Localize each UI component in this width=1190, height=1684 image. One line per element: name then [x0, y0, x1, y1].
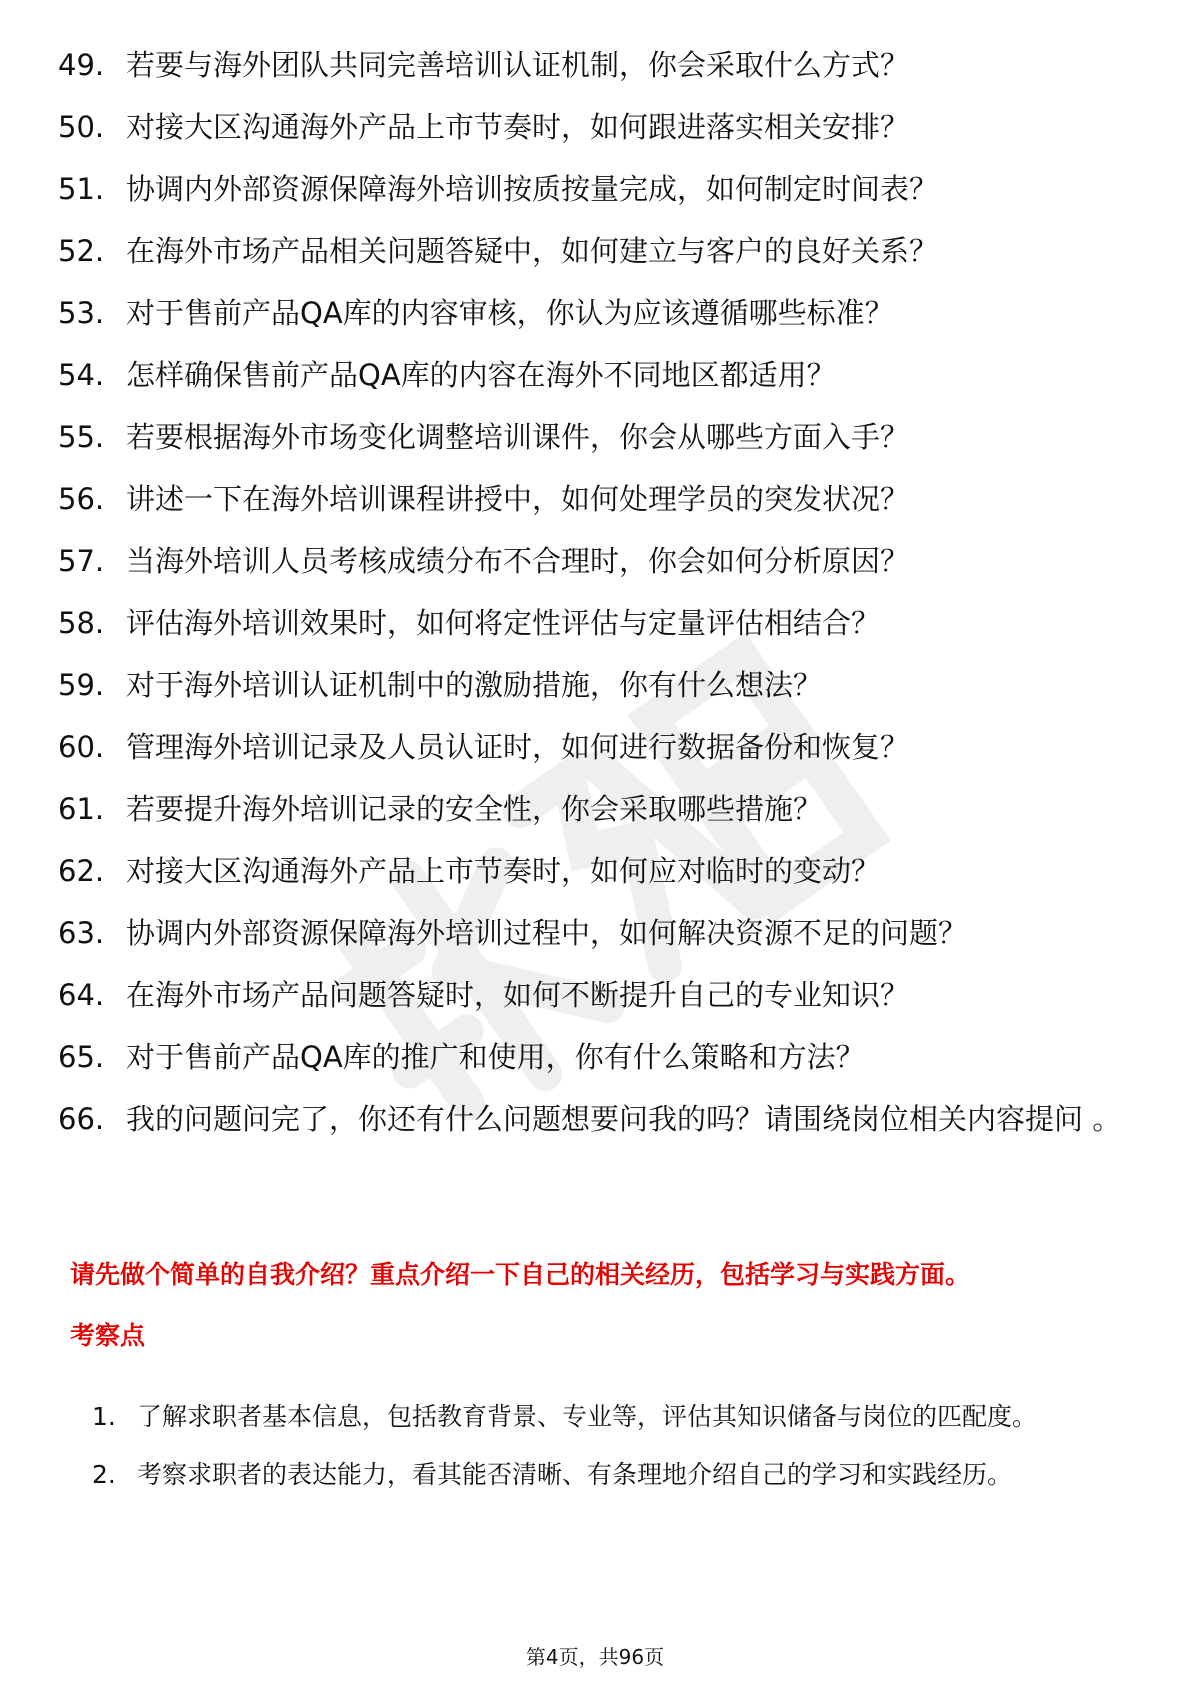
assessment-point-list	[92, 1388, 1132, 1504]
question-number: 58.	[58, 606, 105, 640]
question-text: 当海外培训人员考核成绩分布不合理时，你会如何分析原因？	[126, 544, 910, 578]
question-text: 管理海外培训记录及人员认证时，如何进行数据备份和恢复？	[126, 730, 910, 764]
question-text: 若要与海外团队共同完善培训认证机制，你会采取什么方式？	[126, 48, 910, 82]
question-item	[58, 422, 1138, 453]
question-text: 若要根据海外市场变化调整培训课件，你会从哪些方面入手？	[126, 420, 910, 454]
question-list	[58, 50, 1138, 1166]
question-text: 怎样确保售前产品QA库的内容在海外不同地区都适用？	[126, 358, 836, 392]
question-text: 评估海外培训效果时，如何将定性评估与定量评估相结合？	[126, 606, 881, 640]
question-number: 66.	[58, 1102, 105, 1136]
assessment-point	[92, 1446, 1132, 1504]
point-number: 2.	[92, 1460, 116, 1489]
question-item	[58, 918, 1138, 949]
question-number: 50.	[58, 110, 105, 144]
point-number: 1.	[92, 1402, 116, 1431]
question-text: 对于海外培训认证机制中的激励措施，你有什么想法？	[126, 668, 823, 702]
question-item	[58, 484, 1138, 515]
question-text: 协调内外部资源保障海外培训按质按量完成，如何制定时间表？	[126, 172, 939, 206]
question-text: 对接大区沟通海外产品上市节奏时，如何应对临时的变动？	[126, 854, 881, 888]
question-number: 65.	[58, 1040, 105, 1074]
point-text: 考察求职者的表达能力，看其能否清晰、有条理地介绍自己的学习和实践经历。	[137, 1460, 1013, 1489]
question-number: 54.	[58, 358, 105, 392]
question-item	[58, 794, 1138, 825]
question-number: 61.	[58, 792, 105, 826]
question-item	[58, 980, 1138, 1011]
section-subheading: 考察点	[70, 1321, 146, 1350]
question-item	[58, 856, 1138, 887]
question-item	[58, 298, 1138, 329]
question-number: 60.	[58, 730, 105, 764]
question-text: 在海外市场产品问题答疑时，如何不断提升自己的专业知识？	[126, 978, 910, 1012]
question-text: 我的问题问完了，你还有什么问题想要问我的吗？请围绕岗位相关内容提问 。	[126, 1102, 1122, 1136]
question-item	[58, 546, 1138, 577]
page-footer: 第4页，共96页	[525, 1645, 665, 1669]
question-text: 对于售前产品QA库的推广和使用，你有什么策略和方法？	[126, 1040, 865, 1074]
question-item	[58, 50, 1138, 81]
question-number: 56.	[58, 482, 105, 516]
question-item	[58, 1104, 1138, 1135]
question-item	[58, 360, 1138, 391]
question-item	[58, 1042, 1138, 1073]
question-number: 57.	[58, 544, 105, 578]
question-number: 64.	[58, 978, 105, 1012]
question-number: 63.	[58, 916, 105, 950]
question-item	[58, 112, 1138, 143]
question-item	[58, 174, 1138, 205]
question-text: 协调内外部资源保障海外培训过程中，如何解决资源不足的问题？	[126, 916, 968, 950]
assessment-point	[92, 1388, 1132, 1446]
question-number: 51.	[58, 172, 105, 206]
question-text: 对于售前产品QA库的内容审核，你认为应该遵循哪些标准？	[126, 296, 894, 330]
question-number: 62.	[58, 854, 105, 888]
question-number: 53.	[58, 296, 105, 330]
question-item	[58, 608, 1138, 639]
question-text: 对接大区沟通海外产品上市节奏时，如何跟进落实相关安排？	[126, 110, 910, 144]
question-number: 55.	[58, 420, 105, 454]
question-number: 52.	[58, 234, 105, 268]
question-text: 若要提升海外培训记录的安全性，你会采取哪些措施？	[126, 792, 823, 826]
question-text: 讲述一下在海外培训课程讲授中，如何处理学员的突发状况？	[126, 482, 910, 516]
question-item	[58, 732, 1138, 763]
point-text: 了解求职者基本信息，包括教育背景、专业等，评估其知识储备与岗位的匹配度。	[137, 1402, 1038, 1431]
question-item	[58, 236, 1138, 267]
question-item	[58, 670, 1138, 701]
question-text: 在海外市场产品相关问题答疑中，如何建立与客户的良好关系？	[126, 234, 939, 268]
question-number: 59.	[58, 668, 105, 702]
section-heading: 请先做个简单的自我介绍？重点介绍一下自己的相关经历，包括学习与实践方面。	[70, 1260, 971, 1289]
question-number: 49.	[58, 48, 105, 82]
